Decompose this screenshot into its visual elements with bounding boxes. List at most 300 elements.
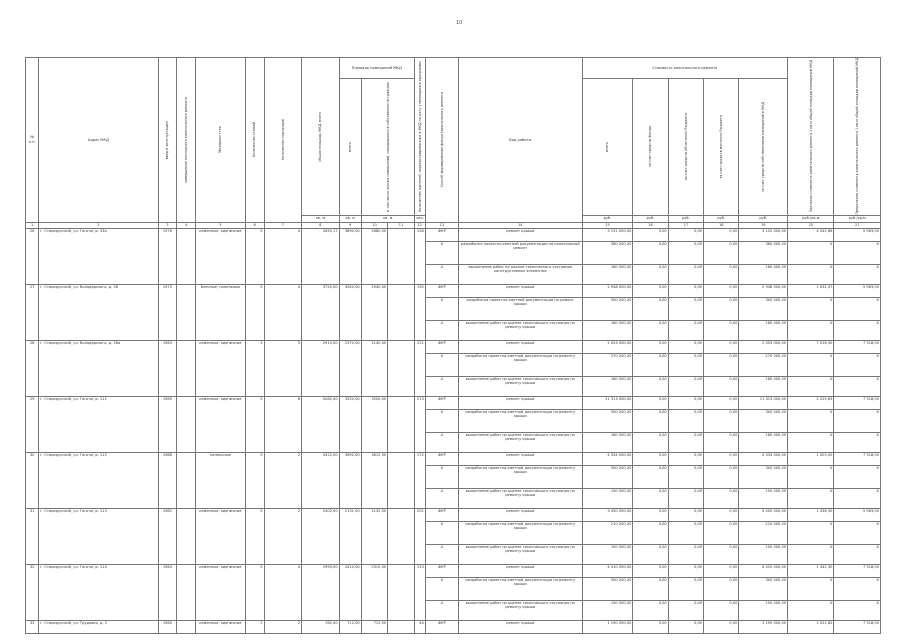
row-work-type: разработка проектно-сметной документации по ремонту крыши (458, 577, 582, 600)
header-limit-cost: Предельная стоимость капитального ремонта 1 кв.м общей площади помещений МКД (834, 58, 881, 216)
column-number: 6 (245, 222, 264, 228)
row-cost-local: 0,00 (704, 228, 739, 241)
header-address: Адрес МКД (39, 58, 158, 223)
row-fund-method-x: X (425, 320, 458, 340)
row-cost-region: 0,00 (668, 577, 703, 600)
row-area-all: 3692,00 (339, 452, 361, 508)
row-cost-region: 0,00 (668, 465, 703, 488)
row-cost-local: 0,00 (704, 376, 739, 396)
row-cost-total: 180 000,00 (582, 376, 633, 396)
row-floors: 5 (245, 564, 264, 620)
column-number: 3 (158, 222, 177, 228)
row-cost-local: 0,00 (704, 409, 739, 432)
row-cost-owners: 150 000,00 (739, 600, 788, 620)
row-fund-method: ФКР (425, 228, 458, 241)
row-cost-fund: 0,00 (633, 409, 668, 432)
row-entrances: 4 (264, 228, 302, 284)
row-cost-owners: 11 313 000,00 (739, 396, 788, 409)
row-cost-region: 0,00 (668, 620, 703, 633)
row-cost-region: 0,00 (668, 376, 703, 396)
row-cost-total: 360 000,00 (582, 241, 633, 264)
row-unit-cost: X (788, 297, 834, 320)
row-repair-year (177, 508, 196, 564)
table-body (26, 228, 881, 633)
column-number: 13 (425, 222, 458, 228)
row-fund-method-x: X (425, 544, 458, 564)
header-wall-material: Материал стен (196, 58, 246, 223)
row-cost-owners: 3 152 000,00 (739, 228, 788, 241)
row-cost-fund: 0,00 (633, 297, 668, 320)
row-work-type: ремонт крыши (458, 396, 582, 409)
row-address: г. Старорусский, ул. Гоголя, д. 111 (39, 396, 158, 452)
row-cost-local: 0,00 (704, 564, 739, 577)
row-limit-cost: X (834, 376, 881, 396)
row-wall-material: каменные, кирпичные (196, 620, 246, 633)
unit-residents: чел. (415, 216, 424, 221)
row-wall-material: каменные, кирпичные (196, 508, 246, 564)
row-fund-method-x: X (425, 297, 458, 320)
row-fund-method-x: X (425, 600, 458, 620)
row-limit-cost: 7 318,00 (834, 564, 881, 577)
row-number: 33 (26, 620, 39, 633)
header-cost-local: за счет средств местного бюджета (704, 78, 739, 215)
row-cost-local: 0,00 (704, 521, 739, 544)
row-work-type: выполнение работ по оценке технического состояния по ремонту крыши (458, 376, 582, 396)
row-cost-region: 0,00 (668, 241, 703, 264)
row-cost-local: 0,00 (704, 340, 739, 353)
row-area-owned: 2132,00 (361, 508, 388, 564)
header-area-owned: в том числе жилых помещений, находящихся в собственности граждан (361, 78, 414, 215)
row-entrances: 4 (264, 284, 302, 340)
repair-program-table (25, 57, 881, 634)
row-limit-cost: 5 963,00 (834, 228, 881, 241)
row-wall-material: каменные, кирпичные (196, 396, 246, 452)
row-total-area: 2990,00 (302, 564, 340, 620)
row-fund-method-x: X (425, 353, 458, 376)
row-cost-local: 0,00 (704, 432, 739, 452)
row-limit-cost: X (834, 544, 881, 564)
row-cost-fund: 0,00 (633, 320, 668, 340)
row-cost-local: 0,00 (704, 488, 739, 508)
column-number: 10 (361, 222, 388, 228)
row-cost-owners: 4 410 000,00 (739, 564, 788, 577)
row-cost-fund: 0,00 (633, 376, 668, 396)
row-cost-region: 0,00 (668, 409, 703, 432)
row-cost-owners: 160 000,00 (739, 264, 788, 284)
row-unit-cost: 1 521,82 (788, 620, 834, 633)
unit-unit-cost: руб./кв.м (788, 215, 834, 222)
row-fund-method: ФКР (425, 396, 458, 409)
row-floors: 5 (245, 284, 264, 340)
row-area-all: 3890,00 (339, 228, 361, 284)
row-cost-total: 11 313 000,00 (582, 396, 633, 409)
row-fund-method-x: X (425, 577, 458, 600)
row-work-type: выполнение работ по оценке технического состояния по ремонту крыши (458, 432, 582, 452)
row-cost-owners: 360 000,00 (739, 241, 788, 264)
row-cost-region: 0,00 (668, 340, 703, 353)
row-entrances: 4 (264, 564, 302, 620)
unit-cost-local: руб. (704, 215, 739, 222)
column-number: 15 (582, 222, 633, 228)
header-entrances: Количество подъездов (264, 58, 302, 223)
row-limit-cost: 5 963,00 (834, 508, 881, 521)
row-entrances: 6 (264, 396, 302, 452)
row-residents: 150 (414, 284, 425, 340)
table-row (26, 396, 881, 409)
row-total-area: 782,00 (302, 620, 340, 633)
column-number: 21 (834, 222, 881, 228)
header-cost-owners: за счет средств собственников помещений в МКД (739, 78, 788, 215)
row-residents: 172 (414, 452, 425, 508)
unit-cost-owners: руб. (739, 215, 788, 222)
row-repair-year (177, 228, 196, 284)
row-unit-cost: 1 003,00 (788, 452, 834, 465)
row-work-type: ремонт крыши (458, 284, 582, 297)
table-row (26, 564, 881, 577)
header-last-repair: завершение последнего капитального ремонта (177, 58, 196, 223)
row-area-all: 2131,00 (339, 508, 361, 564)
row-total-area: 2402,00 (302, 508, 340, 564)
row-wall-material: каменные, кирпичные (196, 340, 246, 396)
row-cost-region: 0,00 (668, 521, 703, 544)
row-residents: 121 (414, 340, 425, 396)
row-fund-method-x: X (425, 241, 458, 264)
row-unit-cost: X (788, 241, 834, 264)
row-cost-region: 0,00 (668, 396, 703, 409)
header-cost-region: за счет средств областного бюджета (668, 78, 703, 215)
header-cost-group: Стоимость капитального ремонта (582, 58, 787, 79)
row-total-area: 5082,00 (302, 396, 340, 452)
row-unit-cost: X (788, 544, 834, 564)
row-area-owned: 2940,00 (361, 284, 388, 340)
row-unit-cost: 4 042,86 (788, 228, 834, 241)
row-area-owned: 3500,00 (361, 396, 388, 452)
row-area-all: 3520,00 (339, 396, 361, 452)
header-area-all: всего (339, 78, 361, 215)
row-work-type: выполнение работ по оценке технического состояния по ремонту крыши (458, 544, 582, 564)
row-cost-owners: 300 000,00 (739, 577, 788, 600)
row-cost-total: 210 000,00 (582, 521, 633, 544)
unit-cost-fund: руб. (633, 215, 668, 222)
header-residents: Количество жителей, зарегистрированных в МКД на дату утверждения программы (414, 58, 425, 216)
row-cost-fund: 0,00 (633, 340, 668, 353)
row-cost-owners: 270 000,00 (739, 353, 788, 376)
row-repair-year (177, 396, 196, 452)
row-built-year: 1969 (158, 396, 177, 452)
table-row (26, 340, 881, 353)
row-unit-cost: 1 436,30 (788, 508, 834, 521)
row-limit-cost: X (834, 297, 881, 320)
row-built-year: 1964 (158, 564, 177, 620)
row-cost-local: 0,00 (704, 544, 739, 564)
row-cost-region: 0,00 (668, 264, 703, 284)
row-repair-year (177, 340, 196, 396)
row-cost-owners: 300 000,00 (739, 409, 788, 432)
row-cost-local: 0,00 (704, 284, 739, 297)
row-unit-cost: 1 632,47 (788, 284, 834, 297)
row-address: г. Старорусский, ул. Гоголя, д. 113 (39, 508, 158, 564)
row-unit-cost: X (788, 432, 834, 452)
row-work-type: выполнение работ по оценке технического состояния по ремонту крыши (458, 488, 582, 508)
row-area-owned-extra (388, 340, 415, 396)
row-fund-method: ФКР (425, 284, 458, 297)
row-floors: 3 (245, 340, 264, 396)
row-built-year: 1960 (158, 620, 177, 633)
row-work-type: ремонт крыши (458, 620, 582, 633)
row-cost-total: 4 334 000,00 (582, 452, 633, 465)
row-cost-owners: 180 000,00 (739, 320, 788, 340)
row-limit-cost: X (834, 600, 881, 620)
row-limit-cost: X (834, 264, 881, 284)
row-cost-fund: 0,00 (633, 521, 668, 544)
row-built-year: 1982 (158, 508, 177, 564)
row-fund-method-x: X (425, 376, 458, 396)
row-address: г. Старорусский, ул. Гоголя, д. 112 (39, 452, 158, 508)
row-repair-year (177, 284, 196, 340)
row-limit-cost: X (834, 465, 881, 488)
row-residents: 213 (414, 396, 425, 452)
column-number: 16 (633, 222, 668, 228)
row-cost-fund: 0,00 (633, 488, 668, 508)
row-cost-owners: 150 000,00 (739, 488, 788, 508)
row-cost-total: 180 000,00 (582, 320, 633, 340)
row-limit-cost: 7 318,00 (834, 620, 881, 633)
column-number: 7 (264, 222, 302, 228)
row-area-all: 2410,00 (339, 564, 361, 620)
row-cost-owners: 3 450 000,00 (739, 508, 788, 521)
row-cost-region: 0,00 (668, 564, 703, 577)
row-fund-method-x: X (425, 409, 458, 432)
row-unit-cost: X (788, 376, 834, 396)
row-work-type: разработка проектно-сметной документации по ремонту крыши (458, 465, 582, 488)
row-residents: 123 (414, 564, 425, 620)
header-fund-method: Способ формирования фонда капитального ремонта (425, 58, 458, 223)
column-number: 12 (414, 222, 425, 228)
row-residents: 158 (414, 228, 425, 284)
row-entrances: 2 (264, 452, 302, 508)
row-cost-fund: 0,00 (633, 600, 668, 620)
row-cost-owners: 2 053 000,00 (739, 340, 788, 353)
row-unit-cost: X (788, 577, 834, 600)
row-cost-total: 150 000,00 (582, 600, 633, 620)
row-work-type: разработка проектно-сметной документации по ремонту крыши (458, 521, 582, 544)
row-limit-cost: X (834, 432, 881, 452)
row-number: 27 (26, 284, 39, 340)
row-number: 30 (26, 452, 39, 508)
row-cost-region: 0,00 (668, 297, 703, 320)
row-cost-total: 300 000,00 (582, 465, 633, 488)
row-cost-owners: 180 000,00 (739, 432, 788, 452)
page-number: 10 (456, 20, 463, 26)
row-fund-method-x: X (425, 465, 458, 488)
row-area-owned-extra (388, 228, 415, 284)
column-number: 5 (196, 222, 246, 228)
row-cost-owners: 300 000,00 (739, 465, 788, 488)
row-cost-local: 0,00 (704, 620, 739, 633)
row-work-type: ремонт крыши (458, 564, 582, 577)
row-address: г. Старорусский, ул. Гоголя, д. 33а (39, 228, 158, 284)
header-total-area: общая площадь МКД, всего (302, 58, 340, 216)
table-row (26, 228, 881, 241)
header-cost-fund: за счет средств Фонда (633, 78, 668, 215)
row-floors: 5 (245, 508, 264, 564)
row-unit-cost: X (788, 264, 834, 284)
row-address: г. Старорусский, ул. Володарского, д. 28а (39, 340, 158, 396)
row-cost-fund: 0,00 (633, 452, 668, 465)
row-cost-total: 100 000,00 (582, 544, 633, 564)
row-repair-year (177, 620, 196, 633)
row-cost-total: 300 000,00 (582, 409, 633, 432)
row-number: 32 (26, 564, 39, 620)
row-cost-owners: 100 000,00 (739, 544, 788, 564)
row-cost-fund: 0,00 (633, 396, 668, 409)
row-area-owned-extra (388, 620, 415, 633)
row-cost-total: 2 948 000,00 (582, 284, 633, 297)
row-repair-year (177, 564, 196, 620)
unit-cost-all: руб. (582, 215, 633, 222)
header-floors: Количество этажей (245, 58, 264, 223)
column-number: 20 (788, 222, 834, 228)
row-limit-cost: X (834, 488, 881, 508)
row-entrances: 2 (264, 620, 302, 633)
row-wall-material: каменные, кирпичные (196, 228, 246, 284)
header-cost-all: всего (582, 78, 633, 215)
header-unit-cost: Удельная стоимость капитального ремонта 1 кв.м общей площади помещений МКД (788, 58, 834, 216)
row-number: 26 (26, 228, 39, 284)
column-number: 18 (704, 222, 739, 228)
row-area-owned-extra (388, 284, 415, 340)
row-entrances: 3 (264, 340, 302, 396)
column-number: 11 (388, 222, 415, 228)
row-cost-local: 0,00 (704, 465, 739, 488)
row-area-owned-extra (388, 396, 415, 452)
row-unit-cost: X (788, 488, 834, 508)
row-cost-total: 1 190 000,00 (582, 620, 633, 633)
row-unit-cost: X (788, 320, 834, 340)
row-limit-cost: X (834, 320, 881, 340)
row-total-area: 2910,00 (302, 340, 340, 396)
row-cost-total: 300 000,00 (582, 577, 633, 600)
row-cost-total: 3 450 000,00 (582, 508, 633, 521)
unit-cost-region: руб. (668, 215, 703, 222)
row-work-type: разработка проектно-сметной документации на капитальный ремонт (458, 241, 582, 264)
row-cost-region: 0,00 (668, 508, 703, 521)
row-cost-fund: 0,00 (633, 353, 668, 376)
row-cost-fund: 0,00 (633, 284, 668, 297)
row-area-all: 3040,00 (339, 284, 361, 340)
row-fund-method-x: X (425, 264, 458, 284)
row-fund-method: ФКР (425, 508, 458, 521)
header-area-group: Площадь помещений МКД (339, 58, 414, 79)
unit-area-all: кв. м (339, 215, 361, 222)
row-area-owned: 2880,00 (361, 228, 388, 284)
row-work-type: ремонт крыши (458, 508, 582, 521)
column-number: 8 (302, 222, 340, 228)
row-fund-method: ФКР (425, 340, 458, 353)
row-limit-cost: 7 318,00 (834, 396, 881, 409)
row-limit-cost: X (834, 241, 881, 264)
row-fund-method: ФКР (425, 564, 458, 577)
row-cost-fund: 0,00 (633, 564, 668, 577)
column-number: 1 (26, 222, 39, 228)
row-cost-region: 0,00 (668, 228, 703, 241)
row-floors: 5 (245, 396, 264, 452)
row-total-area: 4322,00 (302, 452, 340, 508)
row-residents: 201 (414, 508, 425, 564)
row-cost-fund: 0,00 (633, 228, 668, 241)
row-cost-fund: 0,00 (633, 432, 668, 452)
row-unit-cost: X (788, 353, 834, 376)
row-wall-material: панельные (196, 452, 246, 508)
row-cost-local: 0,00 (704, 241, 739, 264)
row-cost-total: 160 000,00 (582, 264, 633, 284)
row-cost-total: 180 000,00 (582, 432, 633, 452)
row-area-all: 712,00 (339, 620, 361, 633)
row-cost-total: 150 000,00 (582, 488, 633, 508)
row-unit-cost: X (788, 600, 834, 620)
row-area-owned-extra (388, 564, 415, 620)
column-number: 9 (339, 222, 361, 228)
row-number: 29 (26, 396, 39, 452)
row-cost-fund: 0,00 (633, 264, 668, 284)
column-number: 4 (177, 222, 196, 228)
row-unit-cost: X (788, 521, 834, 544)
column-number: 14 (458, 222, 582, 228)
row-cost-region: 0,00 (668, 452, 703, 465)
row-area-owned: 712,00 (361, 620, 388, 633)
row-floors: 2 (245, 620, 264, 633)
row-cost-owners: 180 000,00 (739, 376, 788, 396)
row-work-type: выполнение работ по оценке технического состояния конструктивных элементов (458, 264, 582, 284)
row-entrances: 2 (264, 508, 302, 564)
row-cost-fund: 0,00 (633, 241, 668, 264)
row-cost-owners: 210 000,00 (739, 521, 788, 544)
row-total-area: 4450,17 (302, 228, 340, 284)
row-fund-method-x: X (425, 488, 458, 508)
row-work-type: ремонт крыши (458, 452, 582, 465)
row-cost-region: 0,00 (668, 353, 703, 376)
row-limit-cost: X (834, 409, 881, 432)
row-cost-local: 0,00 (704, 353, 739, 376)
row-address: г. Старорусский, ул. Володарского, д. 26 (39, 284, 158, 340)
table-row (26, 508, 881, 521)
row-unit-cost: 7 016,30 (788, 340, 834, 353)
row-limit-cost: 7 318,00 (834, 340, 881, 353)
column-number: 17 (668, 222, 703, 228)
row-work-type: разработка проектно-сметной документации по ремонту крыши (458, 353, 582, 376)
row-cost-fund: 0,00 (633, 620, 668, 633)
row-cost-region: 0,00 (668, 600, 703, 620)
unit-area-owned: кв. м (361, 215, 414, 222)
row-area-owned: 2310,00 (361, 564, 388, 620)
row-cost-fund: 0,00 (633, 465, 668, 488)
row-repair-year (177, 452, 196, 508)
unit-limit-cost: руб./кв.м (834, 215, 881, 222)
row-work-type: разработка проектно-сметной документации на ремонт крыши (458, 297, 582, 320)
row-cost-fund: 0,00 (633, 577, 668, 600)
row-wall-material: блочные, панельные (196, 284, 246, 340)
row-built-year: 1988 (158, 452, 177, 508)
row-number: 28 (26, 340, 39, 396)
unit-total-area: кв. м (302, 215, 340, 222)
row-unit-cost: 1 442,30 (788, 564, 834, 577)
row-cost-total: 300 000,00 (582, 297, 633, 320)
row-area-all: 2370,00 (339, 340, 361, 396)
row-cost-total: 3 152 000,00 (582, 228, 633, 241)
row-floors: 9 (245, 452, 264, 508)
row-cost-owners: 300 000,00 (739, 297, 788, 320)
row-unit-cost: 2 225,83 (788, 396, 834, 409)
